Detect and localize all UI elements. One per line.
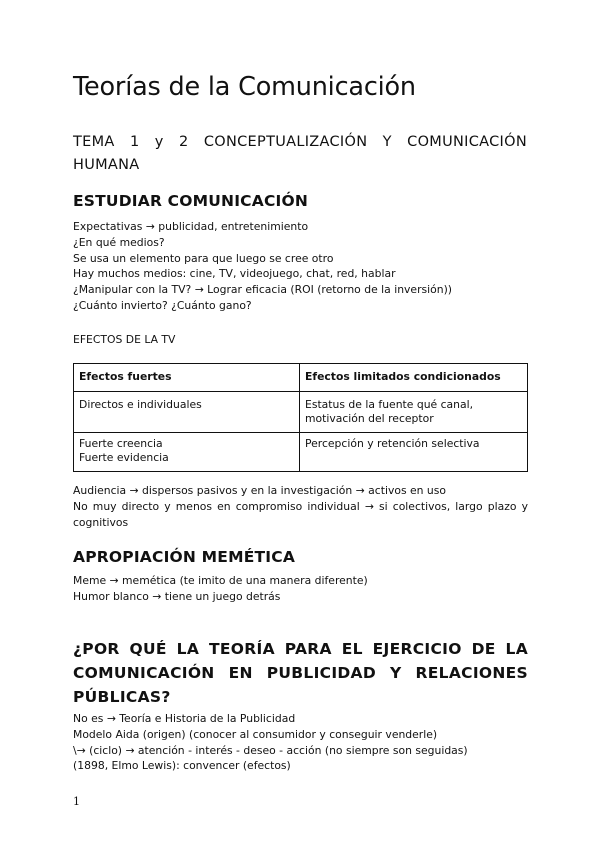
text-line: ¿Cuánto invierto? ¿Cuánto gano? <box>73 298 252 312</box>
table-row <box>74 432 528 471</box>
text-line: No muy directo y menos en compromiso individual → si colectivos, largo plazo y cognitivos <box>73 499 528 529</box>
topic-heading: TEMA 1 y 2 CONCEPTUALIZACIÓN Y COMUNICACIÓN HUMANA <box>73 134 527 173</box>
table-header-row <box>74 364 528 392</box>
text-line: ¿En qué medios? <box>73 235 165 249</box>
text-line: \→ (ciclo) → atención - interés - deseo - acción (no siempre son seguidas) <box>73 743 468 757</box>
text-line: ¿Manipular con la TV? → Lograr eficacia (ROI (retorno de la inversión)) <box>73 283 453 297</box>
audiencia-paragraph <box>73 483 528 530</box>
porque-paragraph <box>73 711 528 774</box>
table-cell: Percepción y retención selectiva <box>300 432 528 471</box>
table-header-cell: Efectos limitados condicionados <box>300 364 528 392</box>
text-line: Audiencia → dispersos pasivos y en la investigación → activos en uso <box>73 484 446 497</box>
table-cell: Estatus de la fuente qué canal, motivación del receptor <box>300 391 528 432</box>
text-line: Humor blanco → tiene un juego detrás <box>73 589 281 603</box>
section-heading-porque: ¿POR QUÉ LA TEORÍA PARA EL EJERCICIO DE LA COMUNICACIÓN EN PUBLICIDAD Y RELACIONES PÚBLICAS? <box>73 640 528 706</box>
text-line: No es → Teoría e Historia de la Publicidad <box>73 712 296 725</box>
effects-table <box>73 363 528 472</box>
table-label: EFECTOS DE LA TV <box>73 333 176 346</box>
text-line: Se usa un elemento para que luego se cree otro <box>73 251 334 265</box>
table-cell: Fuerte creencia Fuerte evidencia <box>74 432 300 471</box>
text-line: Meme → memética (te imito de una manera diferente) <box>73 574 368 587</box>
text-line: Hay muchos medios: cine, TV, videojuego, chat, red, hablar <box>73 267 396 281</box>
memetica-paragraph <box>73 573 528 605</box>
estudiar-paragraph <box>73 219 528 314</box>
text-line: (1898, Elmo Lewis): convencer (efectos) <box>73 759 291 773</box>
document-title: Teorías de la Comunicación <box>73 72 416 102</box>
text-line: Modelo Aida (origen) (conocer al consumidor y conseguir venderle) <box>73 727 438 741</box>
table-cell: Directos e individuales <box>74 391 300 432</box>
section-heading-estudiar: ESTUDIAR COMUNICACIÓN <box>73 192 309 210</box>
text-line: Expectativas → publicidad, entretenimiento <box>73 220 309 233</box>
table-header-cell: Efectos fuertes <box>74 364 300 392</box>
page-number: 1 <box>73 795 80 808</box>
section-heading-memetica: APROPIACIÓN MEMÉTICA <box>73 548 296 566</box>
table-row <box>74 391 528 432</box>
